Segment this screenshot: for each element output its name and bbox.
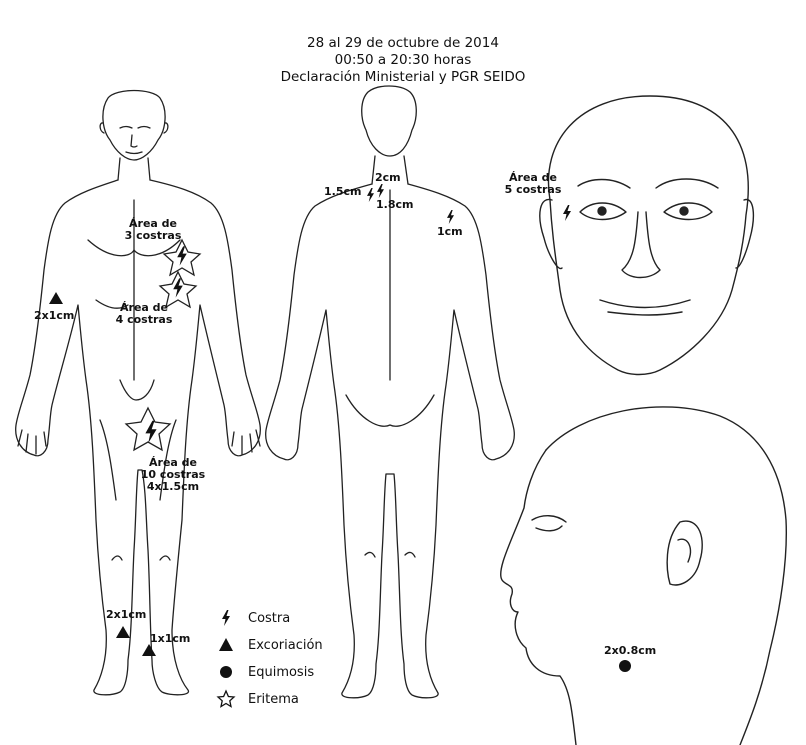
label-line: Área de [129, 217, 177, 230]
label-front-leg-right: 2x1cm [106, 608, 147, 621]
label-line: Área de [509, 171, 557, 184]
label-line: 4x1.5cm [146, 480, 200, 493]
label-front-area3 [118, 218, 188, 242]
costra-icon [216, 608, 236, 628]
excoriacion-marker [49, 292, 63, 304]
face-figure [540, 96, 754, 375]
label-back-1cm: 1cm [437, 225, 463, 238]
eritema-icon [216, 689, 236, 709]
legend-item-eritema [216, 689, 299, 709]
equimosis-icon [216, 662, 236, 682]
label-line: 10 costras [140, 468, 206, 481]
legend-label: Excoriación [248, 637, 323, 653]
costra-marker [177, 246, 187, 265]
profile-head-figure [501, 407, 787, 745]
header-source: Declaración Ministerial y PGR SEIDO [280, 69, 526, 85]
legend-label: Eritema [248, 691, 299, 707]
costra-marker [367, 188, 374, 202]
legend-item-equimosis [216, 662, 314, 682]
excoriacion-marker [116, 626, 130, 638]
label-front-area4 [108, 302, 180, 326]
header-date: 28 al 29 de octubre de 2014 [307, 35, 499, 51]
label-line: Área de [120, 301, 168, 314]
legend-label: Equimosis [248, 664, 315, 680]
label-back-1-8cm: 1.8cm [376, 198, 414, 211]
legend-item-costra [216, 608, 290, 628]
equimosis-marker [619, 660, 631, 672]
legend-label: Costra [248, 610, 291, 626]
costra-marker [145, 421, 156, 443]
label-line: 3 costras [124, 229, 182, 242]
label-front-area10 [136, 457, 210, 493]
costra-marker [447, 210, 454, 224]
front-body-figure [16, 91, 261, 695]
legend-item-excoriacion [216, 635, 323, 655]
label-face-area5 [502, 172, 564, 196]
costra-marker [377, 184, 384, 198]
label-front-leg-left: 1x1cm [150, 632, 191, 645]
header-time: 00:50 a 20:30 horas [334, 52, 472, 68]
label-back-1-5cm: 1.5cm [324, 185, 362, 198]
costra-marker [173, 278, 183, 297]
label-front-arm: 2x1cm [34, 309, 75, 322]
label-profile-neck: 2x0.8cm [604, 644, 657, 657]
excoriacion-icon [216, 635, 236, 655]
excoriacion-marker [142, 644, 156, 656]
label-line: 5 costras [504, 183, 562, 196]
label-back-2cm: 2cm [375, 171, 401, 184]
costra-marker [563, 205, 571, 221]
label-line: 4 costras [115, 313, 173, 326]
label-line: Área de [149, 456, 197, 469]
